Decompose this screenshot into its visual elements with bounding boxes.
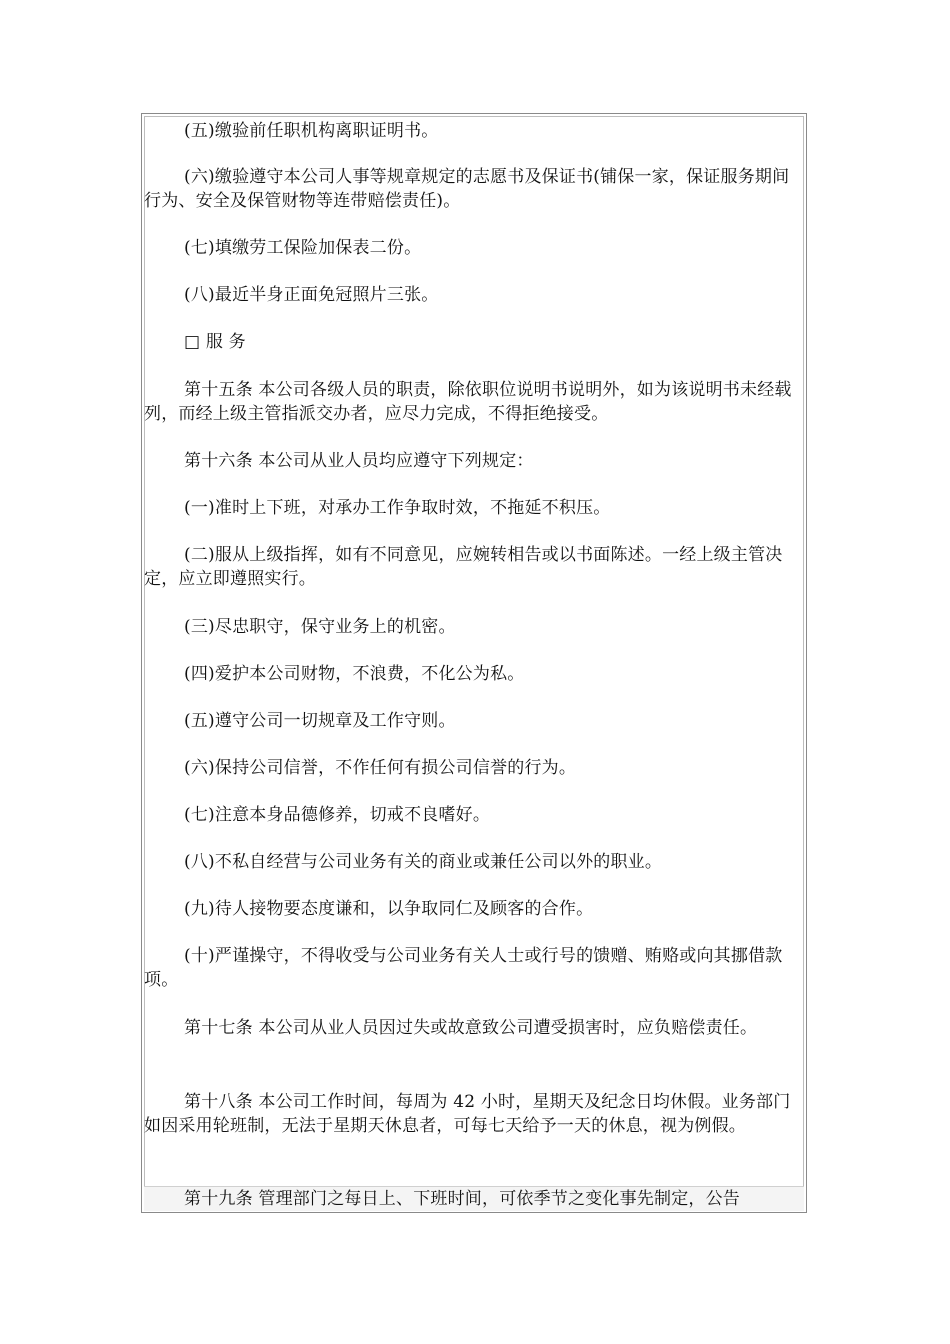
rule-item-2: (二)服从上级指挥，如有不同意见，应婉转相告或以书面陈述。一经上级主管决定，应立即遵照实行。 xyxy=(144,545,783,589)
paragraph-item-7: (七)填缴劳工保险加保表二份。 xyxy=(184,238,422,258)
paragraph-item-6: (六)缴验遵守本公司人事等规章规定的志愿书及保证书(铺保一家，保证服务期间行为、安全及保管财物等连带赔偿责任)。 xyxy=(144,167,790,211)
rule-item-9: (九)待人接物要态度谦和，以争取同仁及顾客的合作。 xyxy=(184,899,594,919)
article-16: 第十六条 本公司从业人员均应遵守下列规定： xyxy=(184,451,534,471)
rule-item-3: (三)尽忠职守，保守业务上的机密。 xyxy=(184,617,456,637)
article-19-row xyxy=(144,1186,804,1211)
rule-item-7: (七)注意本身品德修养，切戒不良嗜好。 xyxy=(184,805,491,825)
rule-item-6: (六)保持公司信誉，不作任何有损公司信誉的行为。 xyxy=(184,758,577,778)
paragraph-item-8: (八)最近半身正面免冠照片三张。 xyxy=(184,285,439,305)
rule-item-5: (五)遵守公司一切规章及工作守则。 xyxy=(184,711,456,731)
paragraph-item-5: (五)缴验前任职机构离职证明书。 xyxy=(184,121,439,141)
article-18: 第十八条 本公司工作时间，每周为 42 小时，星期天及纪念日均休假。业务部门如因采用轮班制，无法于星期天休息者，可每七天给予一天的休息，视为例假。 xyxy=(144,1092,791,1136)
rule-item-10: (十)严谨操守，不得收受与公司业务有关人士或行号的馈赠、贿赂或向其挪借款项。 xyxy=(144,946,783,990)
rule-item-4: (四)爱护本公司财物，不浪费，不化公为私。 xyxy=(184,664,525,684)
article-17: 第十七条 本公司从业人员因过失或故意致公司遭受损害时，应负赔偿责任。 xyxy=(184,1018,758,1038)
section-heading-service: □ 服 务 xyxy=(184,332,246,352)
rule-item-8: (八)不私自经营与公司业务有关的商业或兼任公司以外的职业。 xyxy=(184,852,663,872)
article-19: 第十九条 管理部门之每日上、下班时间，可依季节之变化事先制定，公告 xyxy=(184,1189,741,1209)
article-15: 第十五条 本公司各级人员的职责，除依职位说明书说明外，如为该说明书未经载列，而经上级主管指派交办者，应尽力完成，不得拒绝接受。 xyxy=(144,380,792,424)
rule-item-1: (一)准时上下班，对承办工作争取时效，不拖延不积压。 xyxy=(184,498,611,518)
